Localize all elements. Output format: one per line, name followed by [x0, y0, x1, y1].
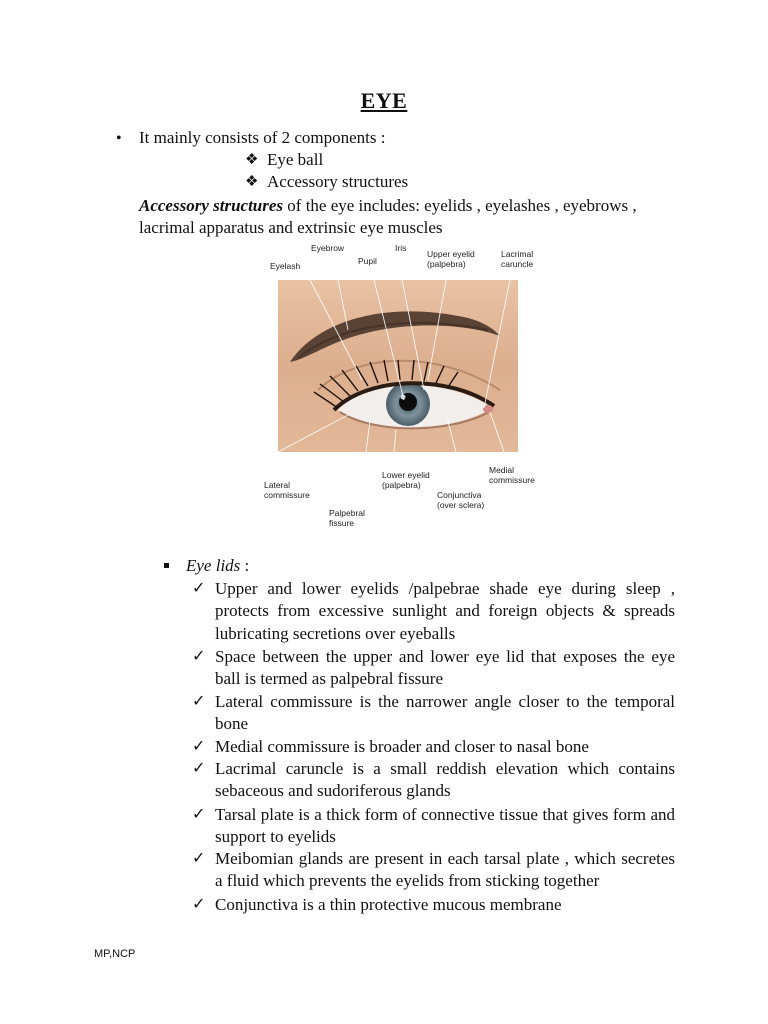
check-icon: ✓	[192, 806, 206, 823]
list-item: Lacrimal caruncle is a small reddish elevation which contains sebaceous and sudoriferous glands	[215, 759, 675, 801]
accessory-paragraph	[139, 195, 637, 217]
check-icon: ✓	[192, 580, 206, 597]
check-icon: ✓	[192, 693, 206, 710]
label-pupil: Pupil	[358, 256, 377, 266]
list-item: Lateral commissure is the narrower angle closer to the temporal bone	[215, 692, 675, 734]
check-icon: ✓	[192, 850, 206, 867]
label-iris: Iris	[395, 243, 407, 253]
list-item: Meibomian glands are present in each tarsal plate , which secretes a fluid which prevents the eyelids from sticking together	[215, 849, 675, 891]
eye-anatomy-figure	[258, 238, 548, 530]
label-medial-commissure: Medial commissure	[489, 465, 535, 485]
list-item: Conjunctiva is a thin protective mucous membrane	[215, 895, 562, 914]
list-item: Space between the upper and lower eye lid that exposes the eye ball is termed as palpebral fissure	[215, 647, 675, 689]
page-title: EYE	[360, 88, 408, 113]
check-icon: ✓	[192, 760, 206, 777]
label-lateral-commissure: Lateral commissure	[264, 480, 310, 500]
diamond-bullet-icon: ❖	[245, 174, 259, 190]
diamond-bullet-icon: ❖	[245, 152, 259, 168]
check-icon: ✓	[192, 738, 206, 755]
component-accessory: Accessory structures	[267, 172, 409, 191]
footer-text: MP,NCP	[94, 948, 136, 960]
intro-text: It mainly consists of 2 components :	[139, 128, 386, 147]
bullet-dot-icon: •	[116, 130, 122, 147]
accessory-lead: Accessory structures	[139, 196, 284, 215]
label-eyelash: Eyelash	[270, 261, 301, 271]
list-item: Medial commissure is broader and closer to nasal bone	[215, 737, 589, 756]
label-lacrimal-caruncle: Lacrimal caruncle	[501, 249, 534, 269]
label-conjunctiva: Conjunctiva (over sclera)	[437, 490, 485, 510]
square-bullet-icon	[164, 563, 169, 568]
accessory-paragraph-line2: lacrimal apparatus and extrinsic eye muscles	[139, 218, 443, 237]
label-lower-eyelid: Lower eyelid (palpebra)	[382, 470, 430, 490]
accessory-rest: of the eye includes: eyelids , eyelashes , eyebrows ,	[283, 196, 637, 215]
component-eyeball: Eye ball	[267, 150, 324, 169]
list-item: Tarsal plate is a thick form of connective tissue that gives form and support to eyelids	[215, 805, 675, 847]
label-upper-eyelid: Upper eyelid (palpebra)	[427, 249, 475, 269]
eye-photo	[278, 280, 518, 452]
list-item: Upper and lower eyelids /palpebrae shade eye during sleep , protects from excessive sunlight and foreign objects & spreads lubricating secretions over eyeballs	[215, 579, 675, 643]
label-eyebrow: Eyebrow	[311, 243, 345, 253]
check-icon: ✓	[192, 648, 206, 665]
label-palpebral-fissure: Palpebral fissure	[329, 508, 365, 528]
check-icon: ✓	[192, 896, 206, 913]
section-heading-colon: :	[240, 556, 250, 575]
section-heading-eye-lids	[186, 555, 249, 577]
section-heading-text: Eye lids	[186, 556, 241, 575]
